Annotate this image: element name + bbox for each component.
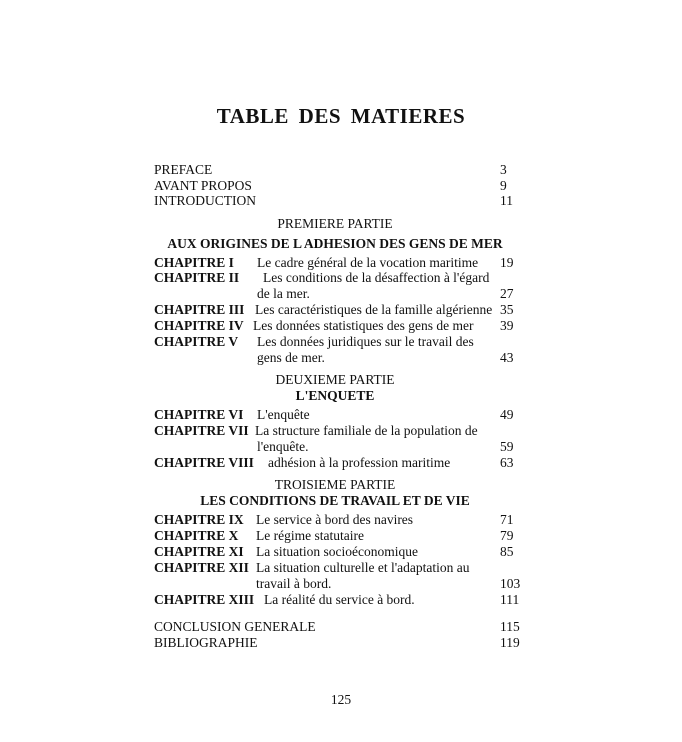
toc-entry-page: 115 <box>500 619 520 634</box>
chapter-title: La situation socioéconomique <box>256 544 418 559</box>
chapter-number: CHAPITRE IV <box>154 318 244 333</box>
chapter-page: 103 <box>500 576 521 591</box>
chapter-page: 49 <box>500 407 514 422</box>
chapter-title: adhésion à la profession maritime <box>268 455 451 470</box>
chapter-title: La réalité du service à bord. <box>264 592 415 607</box>
chapter-title-cont: l'enquête. <box>257 439 309 454</box>
chapter-title: L'enquête <box>257 407 310 422</box>
toc-entry-label: CONCLUSION GENERALE <box>154 619 316 634</box>
toc-entry-page: 3 <box>500 162 507 177</box>
part-label: DEUXIEME PARTIE <box>275 372 395 387</box>
chapter-title: Les conditions de la désaffection à l'égard <box>263 270 490 285</box>
chapter-page: 85 <box>500 544 514 559</box>
chapter-title: Les données juridiques sur le travail des <box>257 334 474 349</box>
page-title: TABLE DES MATIERES <box>216 104 466 128</box>
toc-entry-page: 9 <box>500 178 507 193</box>
toc-entry-label: BIBLIOGRAPHIE <box>154 635 258 650</box>
chapter-title-cont: gens de mer. <box>257 350 325 365</box>
chapter-page: 39 <box>500 318 514 333</box>
chapter-page: 43 <box>500 350 514 365</box>
chapter-page: 35 <box>500 302 514 317</box>
chapter-page: 63 <box>500 455 514 470</box>
chapter-page: 71 <box>500 512 514 527</box>
chapter-page: 27 <box>500 286 514 301</box>
chapter-title-cont: travail à bord. <box>256 576 332 591</box>
chapter-title-cont: de la mer. <box>257 286 310 301</box>
part-label: PREMIERE PARTIE <box>277 216 393 231</box>
toc-entry-page: 119 <box>500 635 520 650</box>
toc-entry-page: 11 <box>500 193 513 208</box>
chapter-page: 111 <box>500 592 520 607</box>
chapter-title: Le service à bord des navires <box>256 512 414 527</box>
chapter-number: CHAPITRE XII <box>154 560 249 575</box>
chapter-number: CHAPITRE V <box>154 334 239 349</box>
toc-entry-label: AVANT PROPOS <box>154 178 252 193</box>
chapter-page: 19 <box>500 255 514 270</box>
chapter-title: Le cadre général de la vocation maritime <box>257 255 479 270</box>
toc-entry-label: PREFACE <box>154 162 213 177</box>
chapter-number: CHAPITRE III <box>154 302 245 317</box>
part-title: L'ENQUETE <box>295 388 375 403</box>
chapter-page: 59 <box>500 439 514 454</box>
chapter-number: CHAPITRE XIII <box>154 592 255 607</box>
chapter-title: Les caractéristiques de la famille algérienne <box>255 302 493 317</box>
chapter-number: CHAPITRE VIII <box>154 455 254 470</box>
chapter-page: 79 <box>500 528 514 543</box>
chapter-title: La situation culturelle et l'adaptation au <box>256 560 470 575</box>
part-title: LES CONDITIONS DE TRAVAIL ET DE VIE <box>200 493 470 508</box>
chapter-number: CHAPITRE II <box>154 270 240 285</box>
chapter-number: CHAPITRE X <box>154 528 239 543</box>
chapter-title: La structure familiale de la population de <box>255 423 478 438</box>
part-label: TROISIEME PARTIE <box>274 477 396 492</box>
chapter-number: CHAPITRE XI <box>154 544 244 559</box>
chapter-number: CHAPITRE IX <box>154 512 244 527</box>
toc-entry-label: INTRODUCTION <box>154 193 256 208</box>
chapter-number: CHAPITRE VI <box>154 407 244 422</box>
chapter-number: CHAPITRE VII <box>154 423 249 438</box>
chapter-title: Les données statistiques des gens de mer <box>253 318 474 333</box>
chapter-number: CHAPITRE I <box>154 255 234 270</box>
part-title: AUX ORIGINES DE L ADHESION DES GENS DE MER <box>167 236 503 251</box>
chapter-title: Le régime statutaire <box>256 528 364 543</box>
page-number: 125 <box>330 692 352 707</box>
